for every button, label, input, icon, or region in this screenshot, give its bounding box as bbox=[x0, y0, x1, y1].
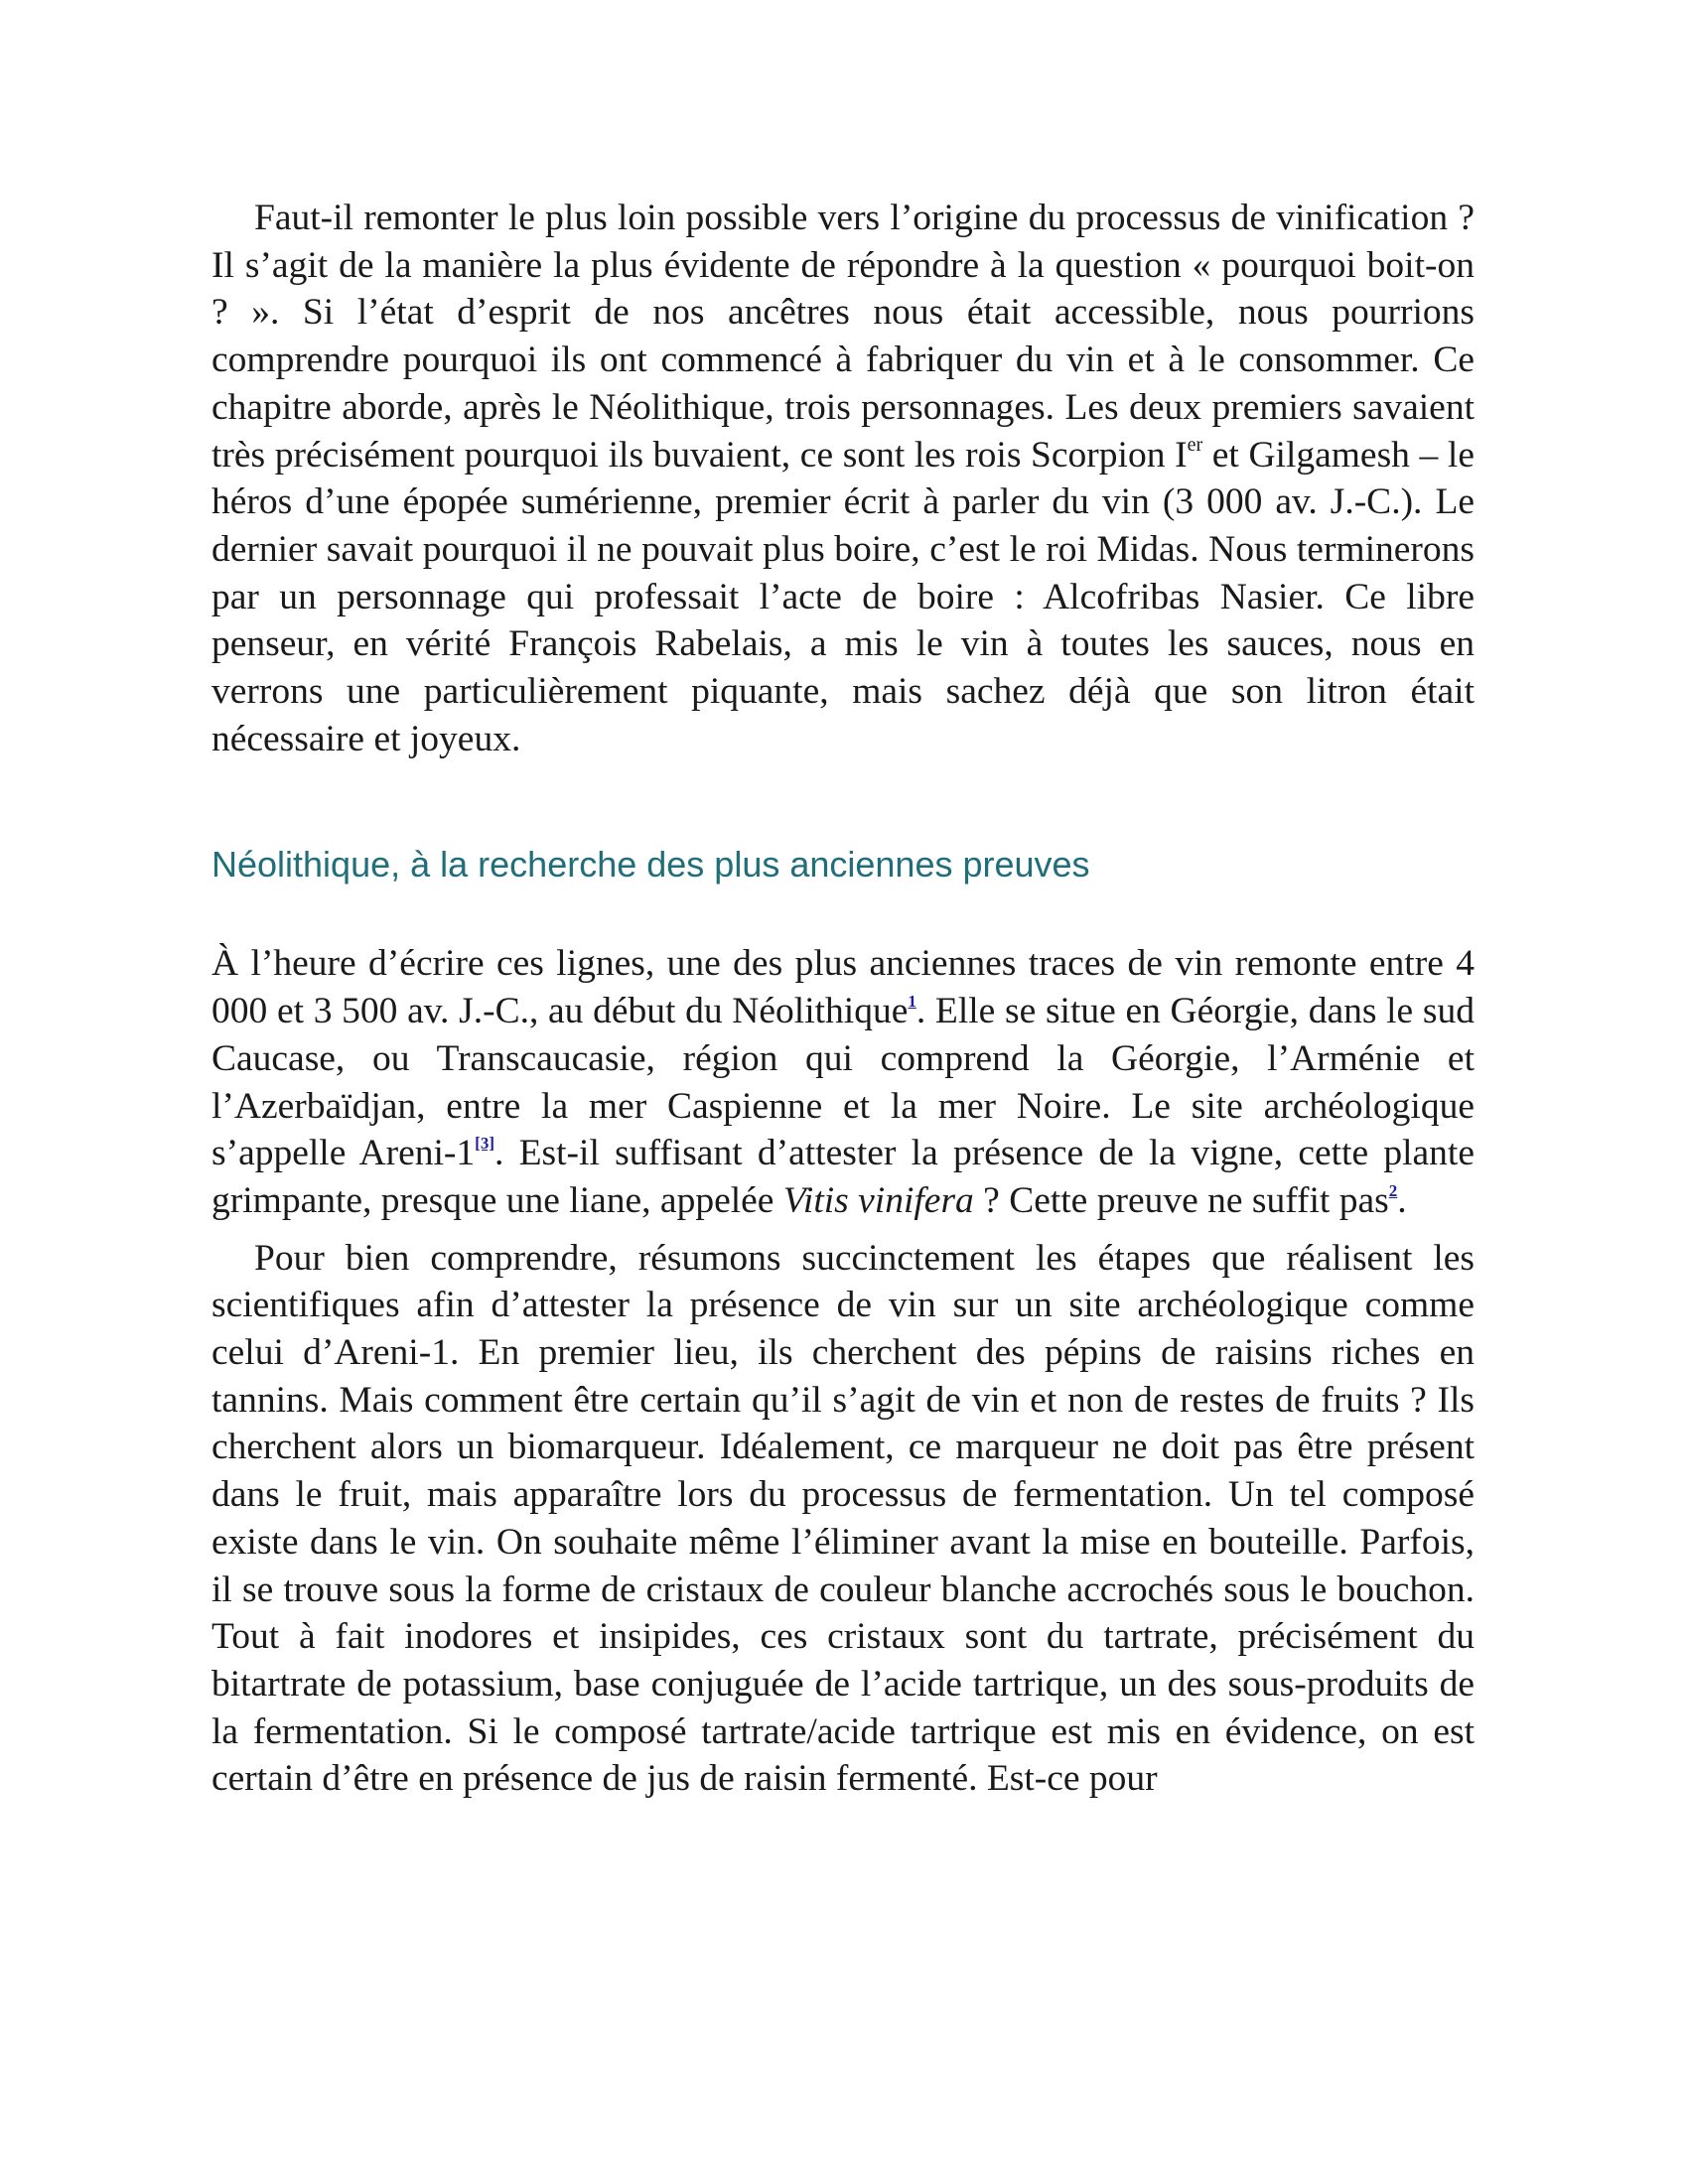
species-name: Vitis vinifera bbox=[782, 1179, 974, 1221]
neolithic-text-2: . Elle se situe en Géorgie, dans le sud Caucase, ou Transcaucasie, région qui comprend la Géorgie, l’Arménie et l’Azerbaïdjan, entre la mer Caspienne et la mer Noire. Le site archéologique s’appelle Areni-1 bbox=[211, 991, 1475, 1174]
intro-text-1: Faut-il remonter le plus loin possible vers l’origine du processus de vinification ? Il s’agit de la manière la plus évidente de répondre à la question « pourquoi boit-on ? ». Si l’état d’esprit de nos ancêtres nous était accessible, nous pourrions comprendre pourquoi ils ont commencé à fabriquer du vin et à le consommer. Ce chapitre aborde, après le Néolithique, trois personnages. Les deux premiers savaient très précisément pourquoi ils buvaient, ce sont les rois Scorpion I bbox=[211, 198, 1475, 476]
intro-paragraph bbox=[211, 195, 1475, 762]
section-heading: Néolithique, à la recherche des plus anciennes preuves bbox=[211, 844, 1090, 886]
footnote-link-2[interactable]: 2 bbox=[1388, 1180, 1398, 1200]
neolithic-paragraph bbox=[211, 940, 1475, 1224]
page-body bbox=[211, 195, 1475, 1803]
ordinal-superscript: er bbox=[1187, 433, 1203, 456]
footnote-link-3[interactable]: [3] bbox=[475, 1134, 494, 1154]
neolithic-text-3: . Est-il suffisant d’attester la présence de la vigne, cette plante grimpante, presque une liane, appelée bbox=[211, 1133, 1475, 1221]
intro-text-2: et Gilgamesh – le héros d’une épopée sumérienne, premier écrit à parler du vin (3 000 av. J.-C.). Le dernier savait pourquoi il ne pouvait plus boire, c’est le roi Midas. Nous terminerons par un personnage qui professait l’acte de boire : Alcofribas Nasier. Ce libre penseur, en vérité François Rabelais, a mis le vin à toutes les sauces, nous en verrons une particulièrement piquante, mais sachez déjà que son litron était nécessaire et joyeux. bbox=[211, 434, 1475, 759]
neolithic-text-1: À l’heure d’écrire ces lignes, une des plus anciennes traces de vin remonte entre 4 000 et 3 500 av. J.-C., au début du Néolithique bbox=[211, 943, 1475, 1032]
neolithic-text-4: ? Cette preuve ne suffit pas bbox=[973, 1179, 1389, 1221]
method-paragraph: Pour bien comprendre, résumons succinctement les étapes que réalisent les scientifiques afin d’attester la présence de vin sur un site archéologique comme celui d’Areni-1. En premier lieu, ils cherchent des pépins de raisins riches en tannins. Mais comment être certain qu’il s’agit de vin et non de restes de fruits ? Ils cherchent alors un biomarqueur. Idéalement, ce marqueur ne doit pas être présent dans le fruit, mais apparaître lors du processus de fermentation. Un tel composé existe dans le vin. On souhaite même l’éliminer avant la mise en bouteille. Parfois, il se trouve sous la forme de cristaux de couleur blanche accrochés sous le bouchon. Tout à fait inodores et insipides, ces cristaux sont du tartrate, précisément du bitartrate de potassium, base conjuguée de l’acide tartrique, un des sous-produits de la fermentation. Si le composé tartrate/acide tartrique est mis en évidence, on est certain d’être en présence de jus de raisin fermenté. Est-ce pour bbox=[211, 1237, 1475, 1800]
neolithic-text-5: . bbox=[1397, 1179, 1407, 1221]
footnote-link-1[interactable]: 1 bbox=[908, 992, 916, 1012]
